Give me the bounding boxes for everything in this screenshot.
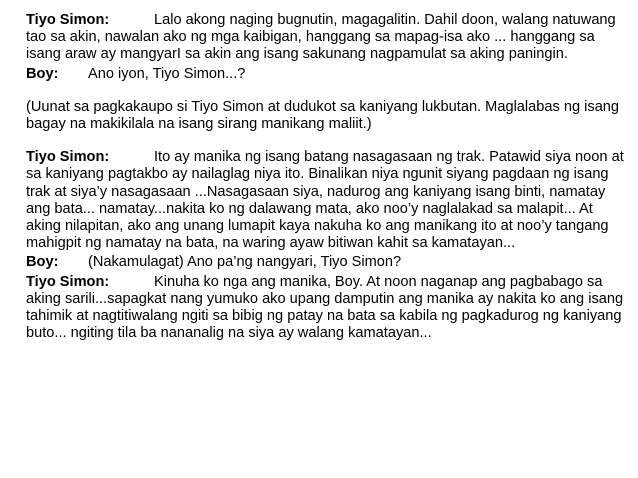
speaker-label: Tiyo Simon: [26, 12, 110, 28]
dialogue-text: Ano iyon, Tiyo Simon...? [88, 65, 246, 82]
dialogue-line-tiyo-simon-1 [26, 12, 626, 64]
dialogue-text: Lalo akong naging bugnutin, magagalitin. Dahil doon, walang natuwang tao sa akin, nawalan ako ng mga kaibigan, hanggang sa mapag-isa ako ... hanggang sa isang araw ay mangyarI sa akin ang isang sakunang nagpamulat sa aking paningin. [26, 12, 616, 63]
dialogue-line-tiyo-simon-2 [26, 149, 626, 252]
speaker-label: Boy: [26, 254, 59, 271]
dialogue-line-tiyo-simon-3 [26, 274, 626, 343]
speaker-label: Tiyo Simon: [26, 273, 110, 290]
dialogue-text: (Nakamulagat) Ano pa’ng nangyari, Tiyo Simon? [88, 254, 402, 271]
dialogue-text: Ito ay manika ng isang batang nasagasaan ng trak. Patawid siya noon at sa kaniyang pagtakbo ay nailaglag niya ito. Binalikan niya ngunit siyang pagdaan ng isang trak at siya’y nasagasaan ...Nasagasaan siya, nadurog ang kaniyang isang binti, namatay ang bata... namatay...nakita ko ng dalawang mata, ako noo’y naglalakad sa malapit... At aking nilapitan, ako ang unang lumapit kaya nakuha ko ang manikang ito at noo’y tangang mahigpit ng namatay na bata, na waring ayaw bitiwan kahit sa kamatayan... [26, 149, 624, 252]
dialogue-line-boy-1 [26, 66, 626, 83]
document-body [26, 12, 626, 342]
dialogue-line-boy-2 [26, 254, 626, 271]
speaker-label: Boy: [26, 65, 59, 82]
speaker-label: Tiyo Simon: [26, 149, 110, 166]
stage-direction: (Uunat sa pagkakaupo si Tiyo Simon at dudukot sa kaniyang lukbutan. Maglalabas ng isang bagay na makikilala na isang sirang manikang maliit.) [26, 98, 620, 133]
dialogue-text: Kinuha ko nga ang manika, Boy. At noon naganap ang pagbabago sa aking sarili...sapagkat nang yumuko ako upang damputin ang manika ay nakita ko ang isang tahimik at nagtitiwalang ngiti sa bibig ng patay na bata sa kabila ng pagkadurog ng kaniyang buto... ngiting tila ba nananalig na siya ay walang kamatayan... [26, 273, 624, 342]
